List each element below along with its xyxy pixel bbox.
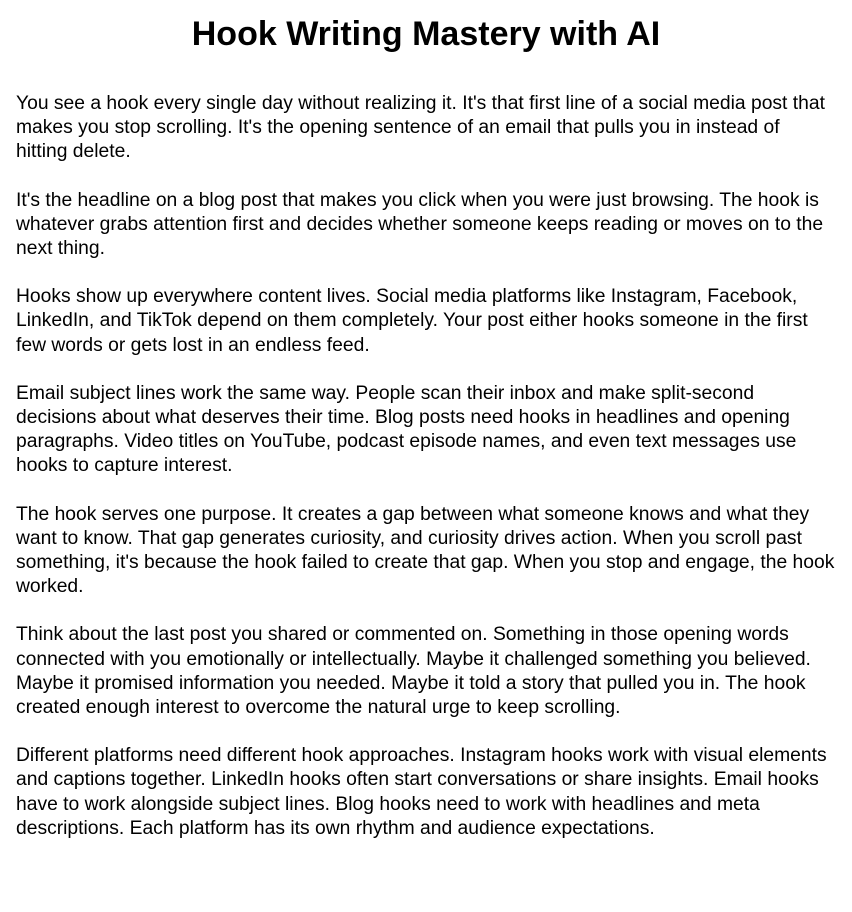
paragraph: The hook serves one purpose. It creates a gap between what someone knows and what they want to know. That gap generates curiosity, and curiosity drives action. When you scroll past something, it's because the hook failed to create that gap. When you stop and engage, the hook worked. (16, 503, 835, 598)
paragraph: Different platforms need different hook approaches. Instagram hooks work with visual elements and captions together. LinkedIn hooks often start conversations or share insights. Email hooks have to work alongside subject lines. Blog hooks need to work with headlines and meta descriptions. Each platform has its own rhythm and audience expectations. (16, 745, 827, 839)
paragraph: Think about the last post you shared or commented on. Something in those opening words connected with you emotionally or intellectually. Maybe it challenged something you believed. Maybe it promised information you needed. Maybe it told a story that pulled you in. The hook created enough interest to overcome the natural urge to keep scrolling. (16, 624, 811, 719)
paragraph: Email subject lines work the same way. People scan their inbox and make split-second decisions about what deserves their time. Blog posts need hooks in headlines and opening paragraphs. Video titles on YouTube, podcast episode names, and even text messages use hooks to capture interest. (16, 382, 797, 477)
page-title: Hook Writing Mastery with AI (191, 15, 661, 53)
paragraph: Hooks show up everywhere content lives. Social media platforms like Instagram, Facebook, LinkedIn, and TikTok depend on them completely. Your post either hooks someone in the first few words or gets lost in an endless feed. (16, 286, 808, 356)
document-page (0, 14, 852, 841)
paragraph: It's the headline on a blog post that makes you click when you were just browsing. The hook is whatever grabs attention first and decides whether someone keeps reading or moves on to the next thing. (16, 189, 824, 260)
paragraph: You see a hook every single day without realizing it. It's that first line of a social media post that makes you stop scrolling. It's the opening sentence of an email that pulls you in instead of hitting delete. (16, 93, 825, 163)
